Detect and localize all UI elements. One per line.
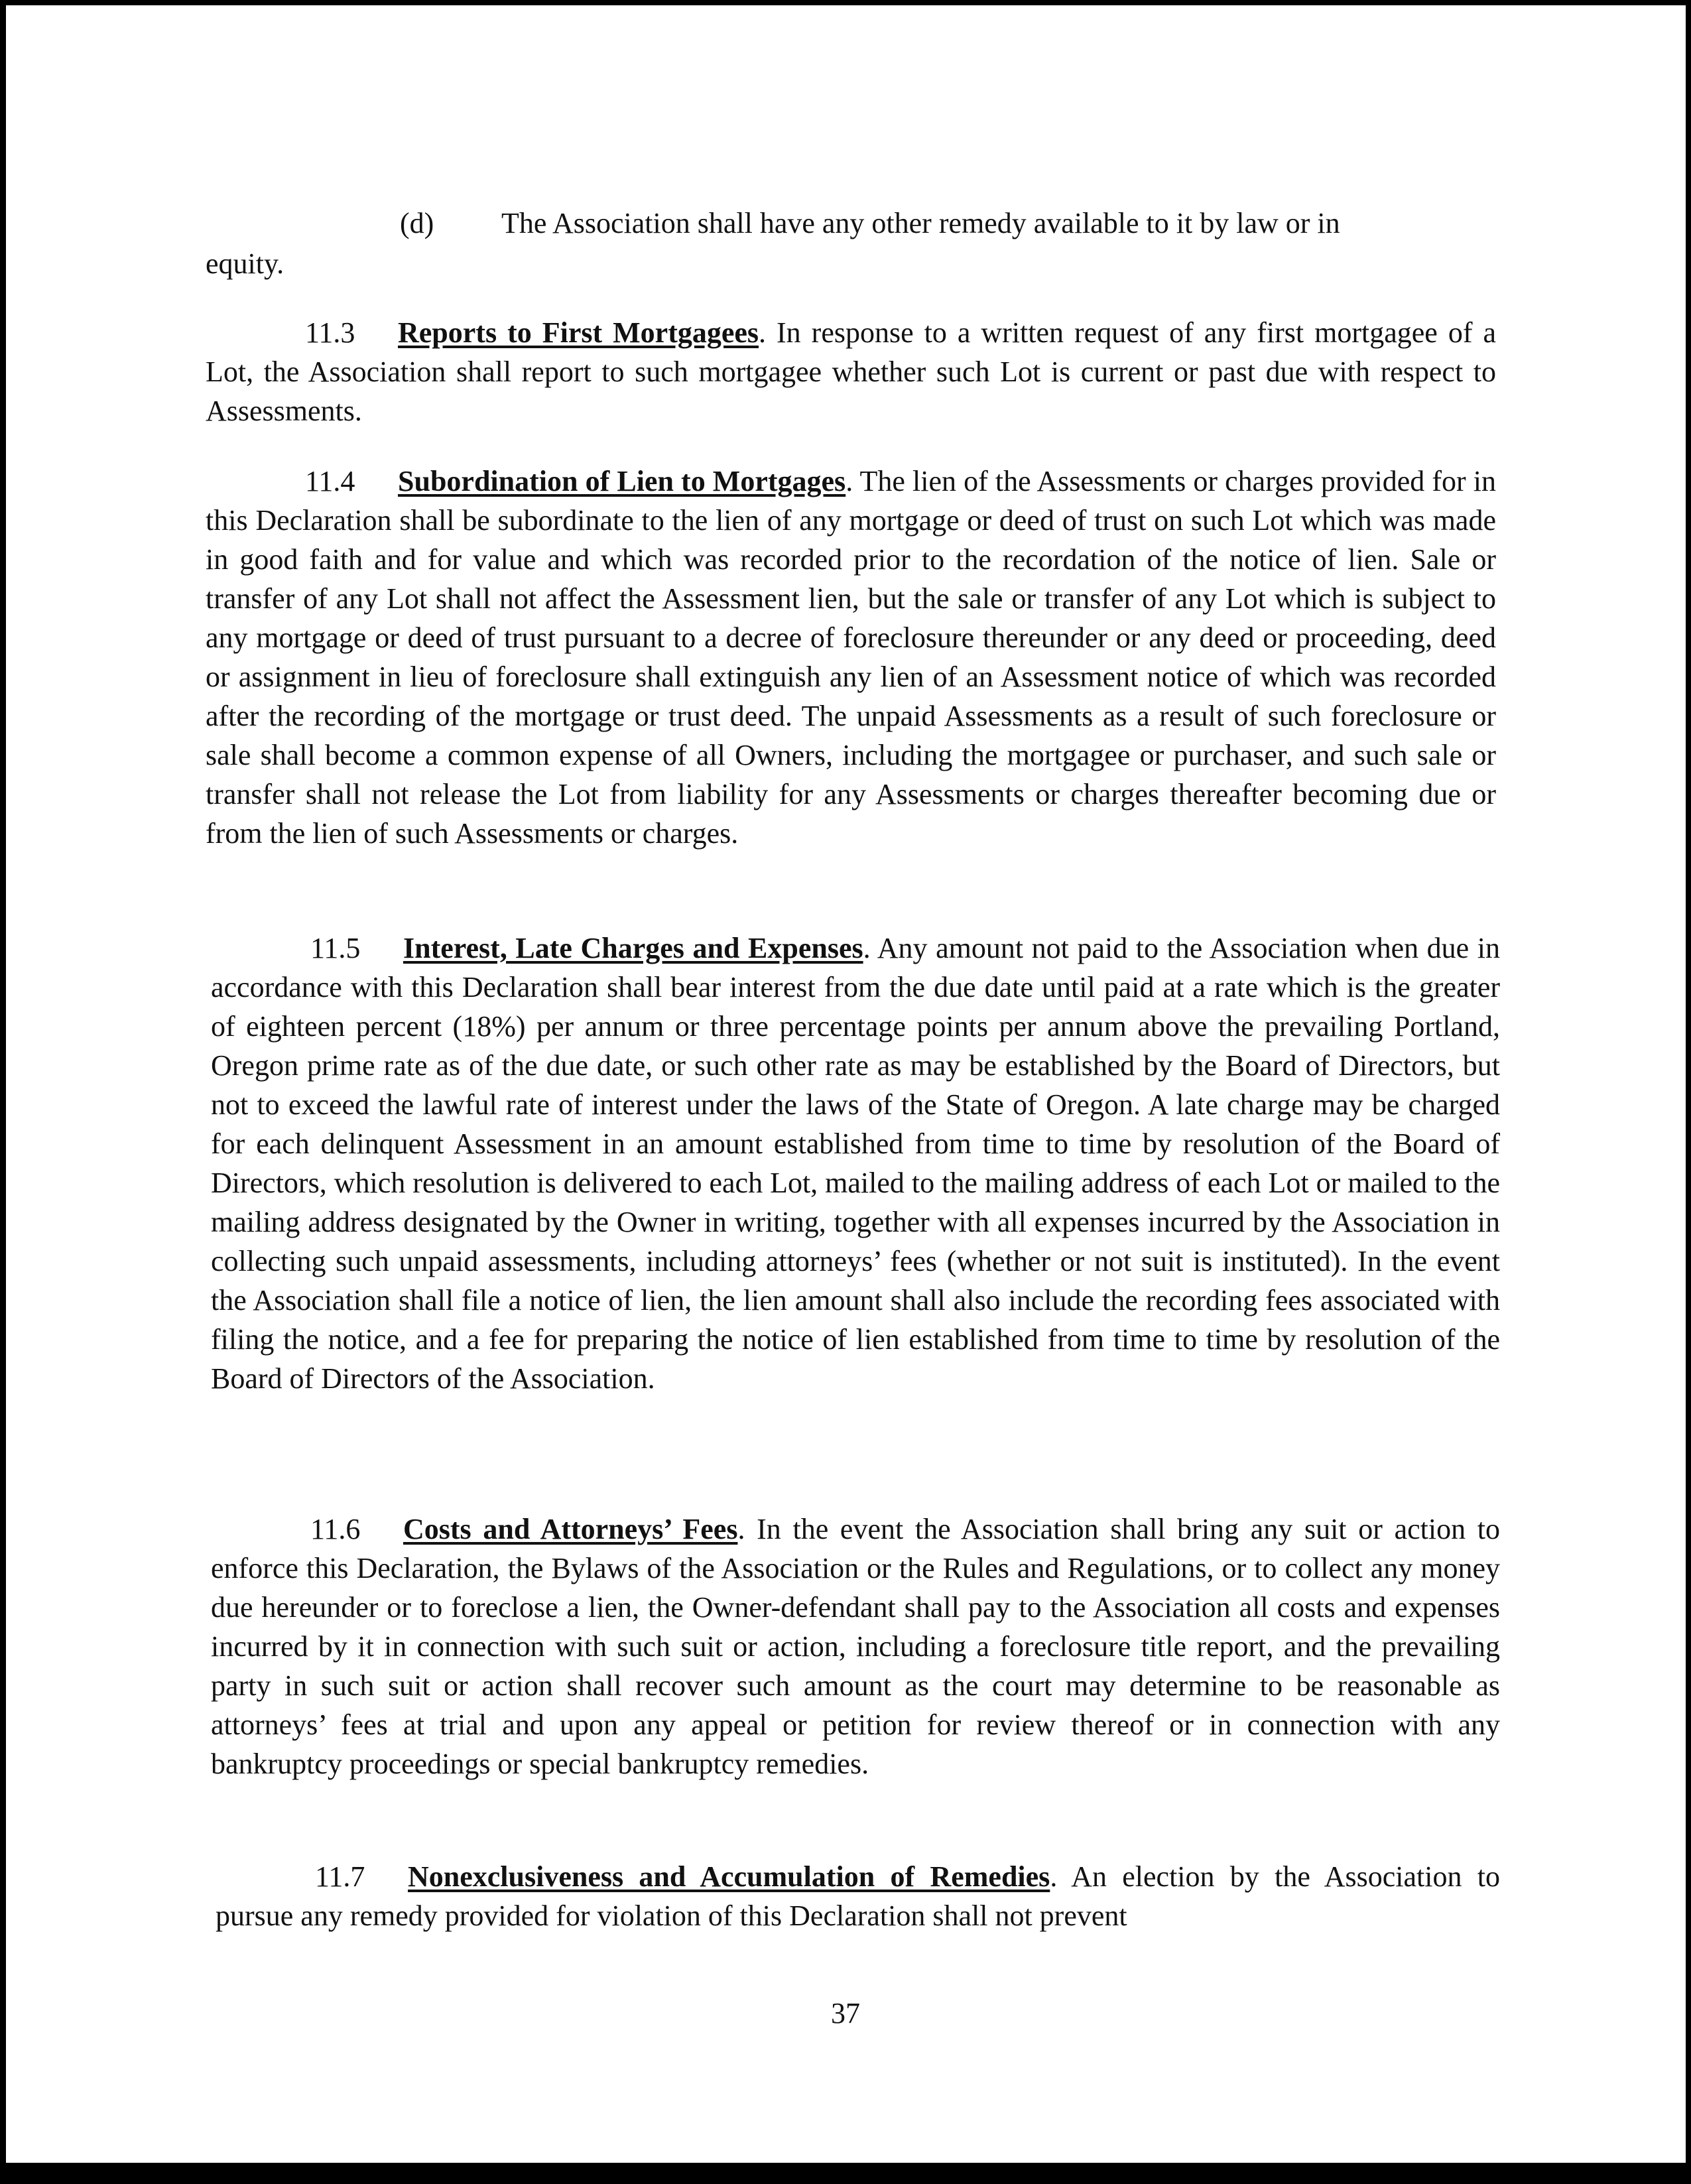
section-heading: Subordination of Lien to Mortgages xyxy=(398,465,846,497)
section-11-7 xyxy=(216,1857,1500,1935)
section-number: 11.7 xyxy=(315,1860,365,1893)
section-number: 11.4 xyxy=(305,465,355,497)
section-number: 11.6 xyxy=(310,1513,361,1545)
section-number: 11.3 xyxy=(305,316,355,349)
scan-border-left xyxy=(0,0,6,2184)
section-body: . An election by the Association to pursue any remedy provided for violation of this Declaration shall not prevent xyxy=(216,1860,1500,1932)
section-heading: Reports to First Mortgagees xyxy=(398,316,759,349)
section-body: . The lien of the Assessments or charges provided for in this Declaration shall be subordinate to the lien of any mortgage or deed of trust on such Lot which was made in good faith and for value and which was recorded prior to the recordation of the notice of lien. Sale or transfer of any Lot shall not affect the Assessment lien, but the sale or transfer of any Lot which is subject to any mortgage or deed of trust pursuant to a decree of foreclosure thereunder or any deed or proceeding, deed or assignment in lieu of foreclosure shall extinguish any lien of an Assessment notice of which was recorded after the recording of the mortgage or trust deed. The unpaid Assessments as a result of such foreclosure or sale shall become a common expense of all Owners, including the mortgagee or purchaser, and such sale or transfer shall not release the Lot from liability for any Assessments or charges thereafter becoming due or from the lien of such Assessments or charges. xyxy=(206,465,1497,850)
section-heading: Nonexclusiveness and Accumulation of Remedies xyxy=(408,1860,1050,1893)
section-11-3 xyxy=(206,313,1496,430)
item-d-text: The Association shall have any other remedy available to it by law or in xyxy=(501,207,1340,239)
item-d-label: (d) xyxy=(400,207,434,239)
section-heading: Costs and Attorneys’ Fees xyxy=(403,1513,738,1545)
page-number: 37 xyxy=(831,1997,860,2029)
section-11-6 xyxy=(211,1510,1500,1783)
section-body: . In response to a written request of any first mortgagee of a Lot, the Association shall report to such mortgagee whether such Lot is current or past due with respect to Assessments. xyxy=(206,316,1497,427)
scan-border-right xyxy=(1686,0,1691,2184)
scan-border-bottom xyxy=(0,2163,1691,2184)
section-heading: Interest, Late Charges and Expenses xyxy=(403,932,863,964)
item-d-continuation: equity. xyxy=(206,247,284,280)
section-body: . Any amount not paid to the Association when due in accordance with this Declaration shall bear interest from the due date until paid at a rate which is the greater of eighteen percent (18%) per annum or three percentage points per annum above the prevailing Portland, Oregon prime rate as of the due date, or such other rate as may be established by the Board of Directors, but not to exceed the lawful rate of interest under the laws of the State of Oregon. A late charge may be charged for each delinquent Assessment in an amount established from time to time by resolution of the Board of Directors, which resolution is delivered to each Lot, mailed to the mailing address of each Lot or mailed to the mailing address designated by the Owner in writing, together with all expenses incurred by the Association in collecting such unpaid assessments, including attorneys’ fees (whether or not suit is instituted). In the event the Association shall file a notice of lien, the lien amount shall also include the recording fees associated with filing the notice, and a fee for preparing the notice of lien established from time to time by resolution of the Board of Directors of the Association. xyxy=(211,932,1501,1395)
section-body: . In the event the Association shall bring any suit or action to enforce this Declaration, the Bylaws of the Association or the Rules and Regulations, or to collect any money due hereunder or to foreclose a lien, the Owner-defendant shall pay to the Association all costs and expenses incurred by it in connection with such suit or action, including a foreclosure title report, and the prevailing party in such suit or action shall recover such amount as the court may determine to be reasonable as attorneys’ fees at trial and upon any appeal or petition for review thereof or in connection with any bankruptcy proceedings or special bankruptcy remedies. xyxy=(211,1513,1500,1780)
section-11-4 xyxy=(206,462,1496,853)
section-11-5 xyxy=(211,929,1500,1398)
scan-border-top xyxy=(0,0,1691,5)
section-number: 11.5 xyxy=(310,932,361,964)
